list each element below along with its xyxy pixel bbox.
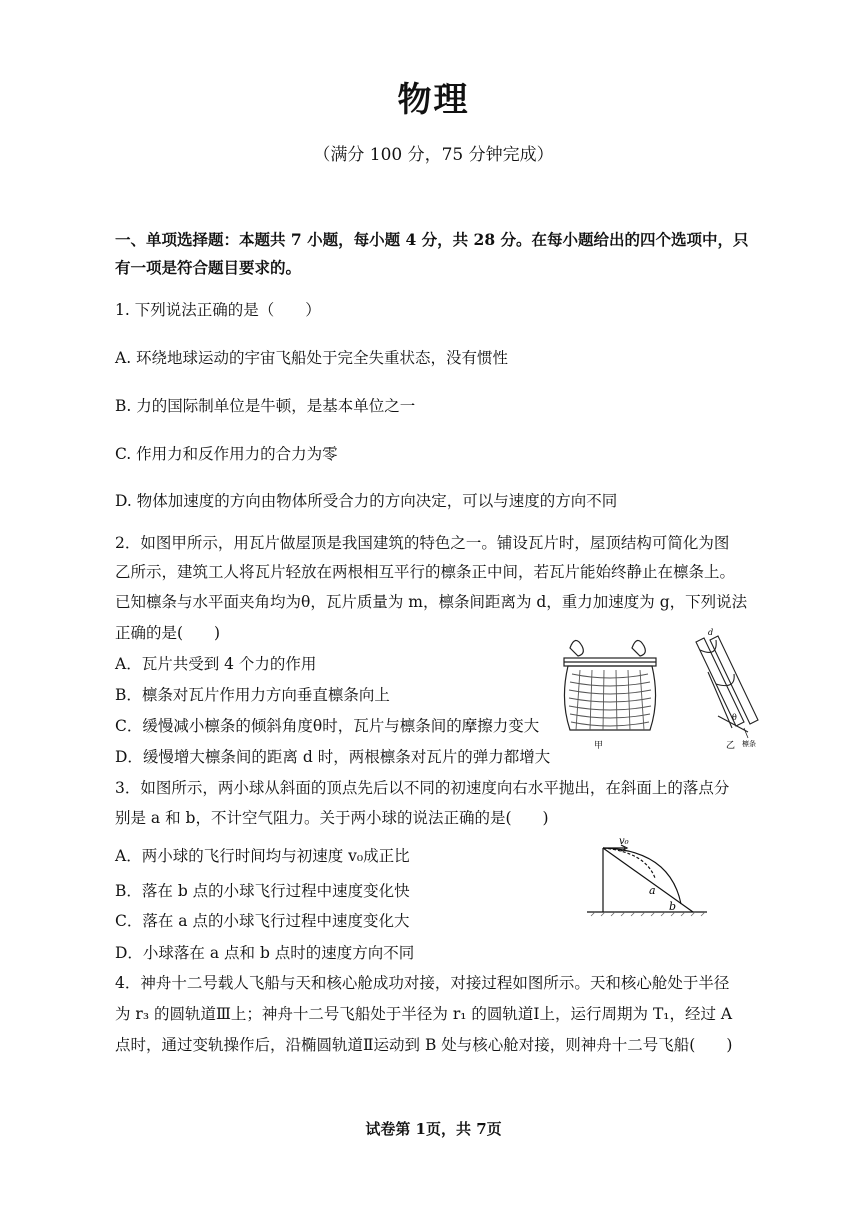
fig-label-b: b [669, 900, 677, 913]
fig-label-a: a [649, 884, 656, 897]
q1-option-a: A. 环绕地球运动的宇宙飞船处于完全失重状态，没有惯性 [115, 349, 509, 367]
q3-option-b: B．落在 b 点的小球飞行过程中速度变化快 [115, 882, 410, 900]
page-title: 物理 [397, 80, 470, 120]
q3-option-d: D．小球落在 a 点和 b 点时的速度方向不同 [115, 944, 415, 962]
fig-label-d: d [708, 628, 714, 637]
q3-option-a: A．两小球的飞行时间均与初速度 v₀成正比 [115, 847, 410, 865]
section-header-line2: 有一项是符合题目要求的。 [115, 258, 302, 277]
q2-stem-line1: 2．如图甲所示，用瓦片做屋顶是我国建筑的特色之一。铺设瓦片时，屋顶结构可简化为图 [115, 534, 730, 552]
fig-label-lintiao: 檩条 [742, 740, 756, 748]
q1-stem: 1. 下列说法正确的是（ ） [115, 301, 321, 319]
page-subtitle: （满分 100 分，75 分钟完成） [313, 145, 554, 165]
q2-option-c: C．缓慢减小檩条的倾斜角度θ时，瓦片与檩条间的摩擦力变大 [115, 717, 540, 735]
q2-stem-line2: 乙所示，建筑工人将瓦片轻放在两根相互平行的檩条正中间，若瓦片能始终静止在檩条上。 [115, 563, 736, 581]
purlin-figure [688, 628, 768, 756]
q3-stem-line1: 3．如图所示，两小球从斜面的顶点先后以不同的初速度向右水平抛出，在斜面上的落点分 [115, 779, 730, 797]
fig-label-yi: 乙 [726, 741, 736, 751]
q3-stem-line2: 别是 a 和 b，不计空气阻力。关于两小球的说法正确的是( ) [115, 809, 549, 827]
incline-figure [585, 832, 710, 920]
q2-stem-line3: 已知檩条与水平面夹角均为θ，瓦片质量为 m，檩条间距离为 d，重力加速度为 g，下列说法 [115, 593, 748, 611]
q2-option-b: B．檩条对瓦片作用力方向垂直檩条向上 [115, 686, 390, 704]
q4-stem-line3: 点时，通过变轨操作后，沿椭圆轨道Ⅱ运动到 B 处与核心舱对接，则神舟十二号飞船( ) [115, 1036, 733, 1054]
fig-label-theta: θ [732, 713, 737, 722]
q1-option-d: D. 物体加速度的方向由物体所受合力的方向决定，可以与速度的方向不同 [115, 492, 618, 510]
section-header-line1: 一、单项选择题：本题共 7 小题，每小题 4 分，共 28 分。在每小题给出的四个选项中，只 [115, 230, 749, 249]
q1-option-c: C. 作用力和反作用力的合力为零 [115, 445, 338, 463]
q1-option-b: B. 力的国际制单位是牛顿，是基本单位之一 [115, 397, 416, 415]
page-footer: 试卷第 1页，共 7页 [365, 1120, 502, 1138]
q2-option-a: A．瓦片共受到 4 个力的作用 [115, 655, 317, 673]
q2-option-d: D．缓慢增大檩条间的距离 d 时，两根檩条对瓦片的弹力都增大 [115, 748, 551, 766]
fig-label-jia: 甲 [594, 741, 604, 751]
q2-stem-line4: 正确的是( ) [115, 624, 221, 642]
fig-label-v0: v₀ [619, 836, 629, 847]
q3-option-c: C．落在 a 点的小球飞行过程中速度变化大 [115, 912, 410, 930]
q4-stem-line1: 4．神舟十二号载人飞船与天和核心舱成功对接，对接过程如图所示。天和核心舱处于半径 [115, 974, 730, 992]
q4-stem-line2: 为 r₃ 的圆轨道Ⅲ上；神舟十二号飞船处于半径为 r₁ 的圆轨道Ⅰ上，运行周期为 T₁，经过 A [115, 1005, 733, 1023]
roof-figure [560, 630, 675, 755]
